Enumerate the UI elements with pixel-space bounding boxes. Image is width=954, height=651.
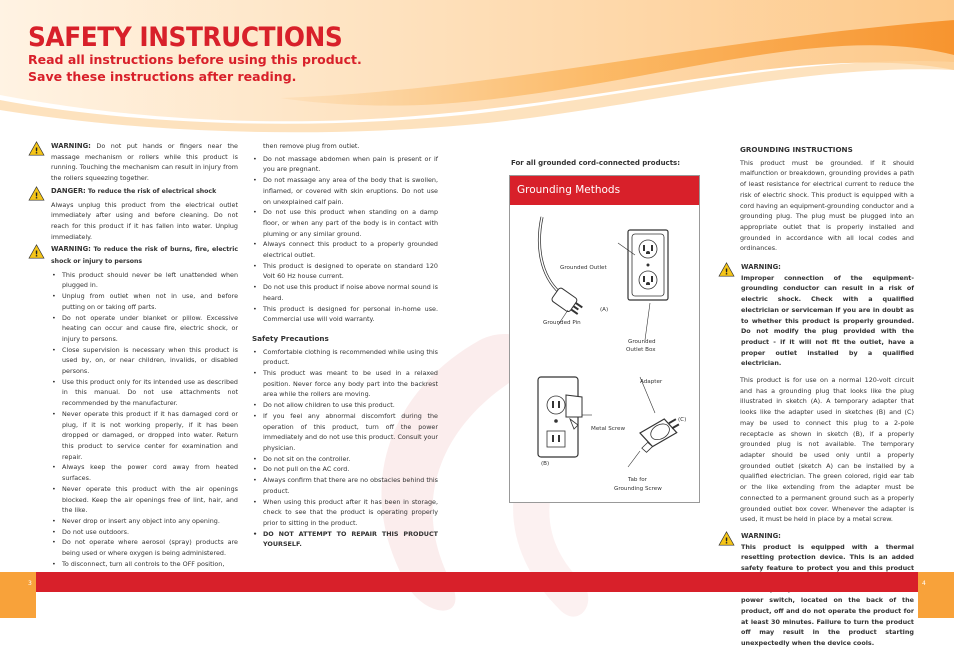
list-item: • When using this product after it has been in storage, check to see that the product is operating properly prior to sitting in the product. bbox=[252, 497, 438, 529]
label-outlet-box: Outlet Box bbox=[626, 347, 656, 353]
precautions-list bbox=[252, 347, 438, 550]
list-item: • Do not use outdoors. bbox=[51, 527, 238, 538]
right-warning-block-1 bbox=[718, 262, 914, 369]
list-item: • This product is designed for personal in-home use. Commercial use will void warranty. bbox=[252, 304, 438, 325]
label-adapter: Adapter bbox=[640, 379, 663, 385]
list-item: • Always keep the power cord away from heated surfaces. bbox=[51, 462, 238, 483]
footer-tab-left bbox=[0, 572, 36, 618]
danger-subtitle: To reduce the risk of electrical shock bbox=[87, 187, 217, 195]
warning-block-1 bbox=[28, 141, 238, 184]
label-grounded-outlet: Grounded Outlet bbox=[560, 265, 607, 271]
list-item: • Never drop or insert any object into any opening. bbox=[51, 516, 238, 527]
warning-label: WARNING: bbox=[741, 263, 781, 272]
left-bullet-list bbox=[51, 270, 238, 570]
list-item: • Always confirm that there are no obstacles behind this product. bbox=[252, 475, 438, 496]
middle-bullet-list bbox=[252, 154, 438, 325]
adapter-paragraph: This product is for use on a normal 120-volt circuit and has a grounding plug that looks like the plug illustrated in sketch (A). A temporary adapter that looks like the adapter used in sketches (B) and (C) may be used to connect this plug to a 2-pole receptacle as shown in sketch (B), if a properly grounded plug is not available. The temporary adapter should be used only until a properly grounded outlet (sketch A) can be installed by a qualified electrician. The green colored, rigid ear tab or the like extending from the adapter must be connected to a permanent ground such as a properly grounded outlet box cover. Whenever the adapter is used, it must be held in place by a metal screw. bbox=[740, 376, 914, 524]
label-sketch-a: (A) bbox=[600, 307, 609, 313]
list-item: • To disconnect, turn all controls to the OFF position, bbox=[51, 559, 238, 570]
grounding-text: This product must be grounded. If it should malfunction or breakdown, grounding provides a path of least resistance for electrical current to reduce the risk of electric shock. This product is equipped with a cord having an equipment-grounding conductor and a grounding plug. The plug must be plugged into an appropriate outlet that is properly installed and grounded in accordance with all local codes and ordinances. bbox=[740, 158, 914, 253]
list-item: • If you feel any abnormal discomfort during the operation of this product, turn off the power immediately and do not use this product. Consult your physician. bbox=[252, 411, 438, 454]
list-item: • Never operate this product with the air openings blocked. Keep the air openings free of lint, hair, and the like. bbox=[51, 484, 238, 516]
svg-text:!: ! bbox=[724, 266, 729, 277]
footer-tab-right bbox=[918, 572, 954, 618]
page-title: SAFETY INSTRUCTIONS bbox=[28, 22, 343, 53]
adapter-c-icon bbox=[635, 414, 683, 453]
svg-text:!: ! bbox=[34, 248, 39, 259]
grounding-heading: GROUNDING INSTRUCTIONS bbox=[740, 145, 853, 154]
label-grounding-screw: Grounding Screw bbox=[614, 486, 662, 492]
danger-block bbox=[28, 186, 238, 243]
danger-label: DANGER: bbox=[51, 186, 86, 195]
list-item: • Always connect this product to a properly grounded electrical outlet. bbox=[252, 239, 438, 260]
list-item: • This product should never be left unattended when plugged in. bbox=[51, 270, 238, 291]
adapter-paragraph-block bbox=[718, 375, 914, 525]
warning-block-2 bbox=[28, 244, 238, 569]
warning-triangle-icon bbox=[28, 186, 45, 201]
list-item: • Do not use this product if noise above normal sound is heard. bbox=[252, 282, 438, 303]
list-item: • Unplug from outlet when not in use, and before putting on or taking off parts. bbox=[51, 291, 238, 312]
label-tab-for: Tab for bbox=[628, 477, 647, 483]
danger-text: Always unplug this product from the electrical outlet immediately after using and before cleaning. Do not reach for this product if it has fallen into water. Unplug immediately. bbox=[51, 200, 238, 241]
page-number-left: 3 bbox=[28, 580, 32, 587]
left-column bbox=[28, 141, 238, 569]
list-item: • Do not pull on the AC cord. bbox=[252, 464, 438, 475]
page-number-right: 4 bbox=[922, 580, 926, 587]
list-item: • This product was meant to be used in a relaxed position. Never force any body part into the backrest area while the rollers are moving. bbox=[252, 368, 438, 400]
middle-column bbox=[252, 141, 438, 550]
list-item: • Comfortable clothing is recommended while using this product. bbox=[252, 347, 438, 368]
warning-triangle-icon bbox=[718, 262, 735, 277]
svg-text:!: ! bbox=[34, 190, 39, 201]
warning-label: WARNING: bbox=[51, 142, 91, 150]
warning-text: This product is equipped with a thermal resetting protection device. This is an added safety feature to protect you and this product power switch, located on the back of the product, off and do not operate the product for at least 30 minutes. Failure to turn the product off may result in the product starting unexpectedly when the device cools. bbox=[741, 542, 914, 647]
list-item-bold: • DO NOT ATTEMPT TO REPAIR THIS PRODUCT YOURSELF. bbox=[252, 529, 438, 550]
label-sketch-c: (C) bbox=[678, 417, 687, 423]
diagram-title: Grounding Methods bbox=[517, 184, 621, 196]
list-item: • Do not sit on the controller. bbox=[252, 454, 438, 465]
grounding-methods-diagram bbox=[509, 175, 700, 503]
list-item: • Do not allow children to use this product. bbox=[252, 400, 438, 411]
svg-text:!: ! bbox=[34, 145, 39, 156]
footer-bar bbox=[0, 572, 954, 592]
warning-triangle-icon bbox=[28, 244, 45, 259]
safety-precautions-heading: Safety Precautions bbox=[252, 333, 329, 343]
list-item: • Close supervision is necessary when this product is used by, on, or near children, invalids, or disabled persons. bbox=[51, 345, 238, 377]
grounded-plug-icon bbox=[551, 287, 585, 317]
warning-label: WARNING: bbox=[51, 245, 91, 254]
list-item: • Do not massage any area of the body that is swollen, inflamed, or covered with skin eruptions. Do not use on unexplained calf pain. bbox=[252, 175, 438, 207]
list-item: • Never operate this product if it has damaged cord or plug, if it is not working properly, if it has been dropped or damaged, or dropped into water. Return this product to service center for examination and repair. bbox=[51, 409, 238, 463]
grounding-block bbox=[718, 145, 914, 254]
diagram-header bbox=[510, 176, 699, 205]
grounding-illustration bbox=[510, 205, 699, 502]
page-subtitle-1: Read all instructions before using this product. bbox=[28, 52, 362, 67]
label-sketch-b: (B) bbox=[541, 461, 550, 467]
warning-label: WARNING: bbox=[741, 531, 781, 540]
products-label: For all grounded cord-connected products: bbox=[511, 159, 681, 167]
label-metal-screw: Metal Screw bbox=[591, 426, 626, 432]
label-grounded-1: Grounded bbox=[628, 339, 656, 345]
list-item: • Do not operate where aerosol (spray) products are being used or where oxygen is being administered. bbox=[51, 537, 238, 558]
list-item: • Use this product only for its intended use as described in this manual. Do not use attachments not recommended by the manufacturer. bbox=[51, 377, 238, 409]
warning-triangle-icon bbox=[718, 531, 735, 546]
svg-text:!: ! bbox=[724, 535, 729, 546]
list-item: • Do not use this product when standing on a damp floor, or when any part of the body is in contact with pluming or any similar ground. bbox=[252, 207, 438, 239]
page-subtitle-2: Save these instructions after reading. bbox=[28, 69, 297, 84]
continuation-text: then remove plug from outlet. bbox=[263, 142, 360, 150]
list-item: • Do not operate under blanket or pillow. Excessive heating can occur and cause fire, electric shock, or injury to persons. bbox=[51, 313, 238, 345]
warning-triangle-icon bbox=[28, 141, 45, 156]
list-item: • Do not massage abdomen when pain is present or if you are pregnant. bbox=[252, 154, 438, 175]
label-grounded-pin: Grounded Pin bbox=[543, 320, 581, 326]
warning-text: Improper connection of the equipment-grounding conductor can result in a risk of electric shock. Check with a qualified electrician or serviceman if you are in doubt as to whether this product is properly grounded. Do not modify the plug provided with the product - if it will not fit the outlet, have a proper outlet installed by a qualified electrician. bbox=[741, 273, 914, 368]
warning-text: Do not put hands or fingers near the massage mechanism or rollers while this product is running. Touching the mechanism can result in injury from the rollers squeezing together. bbox=[51, 142, 238, 183]
warning-subtitle: To reduce the risk of burns, fire, electric shock or injury to persons bbox=[51, 246, 238, 266]
grounded-outlet-icon bbox=[628, 230, 668, 300]
list-item: • This product is designed to operate on standard 120 Volt 60 Hz house current. bbox=[252, 261, 438, 282]
